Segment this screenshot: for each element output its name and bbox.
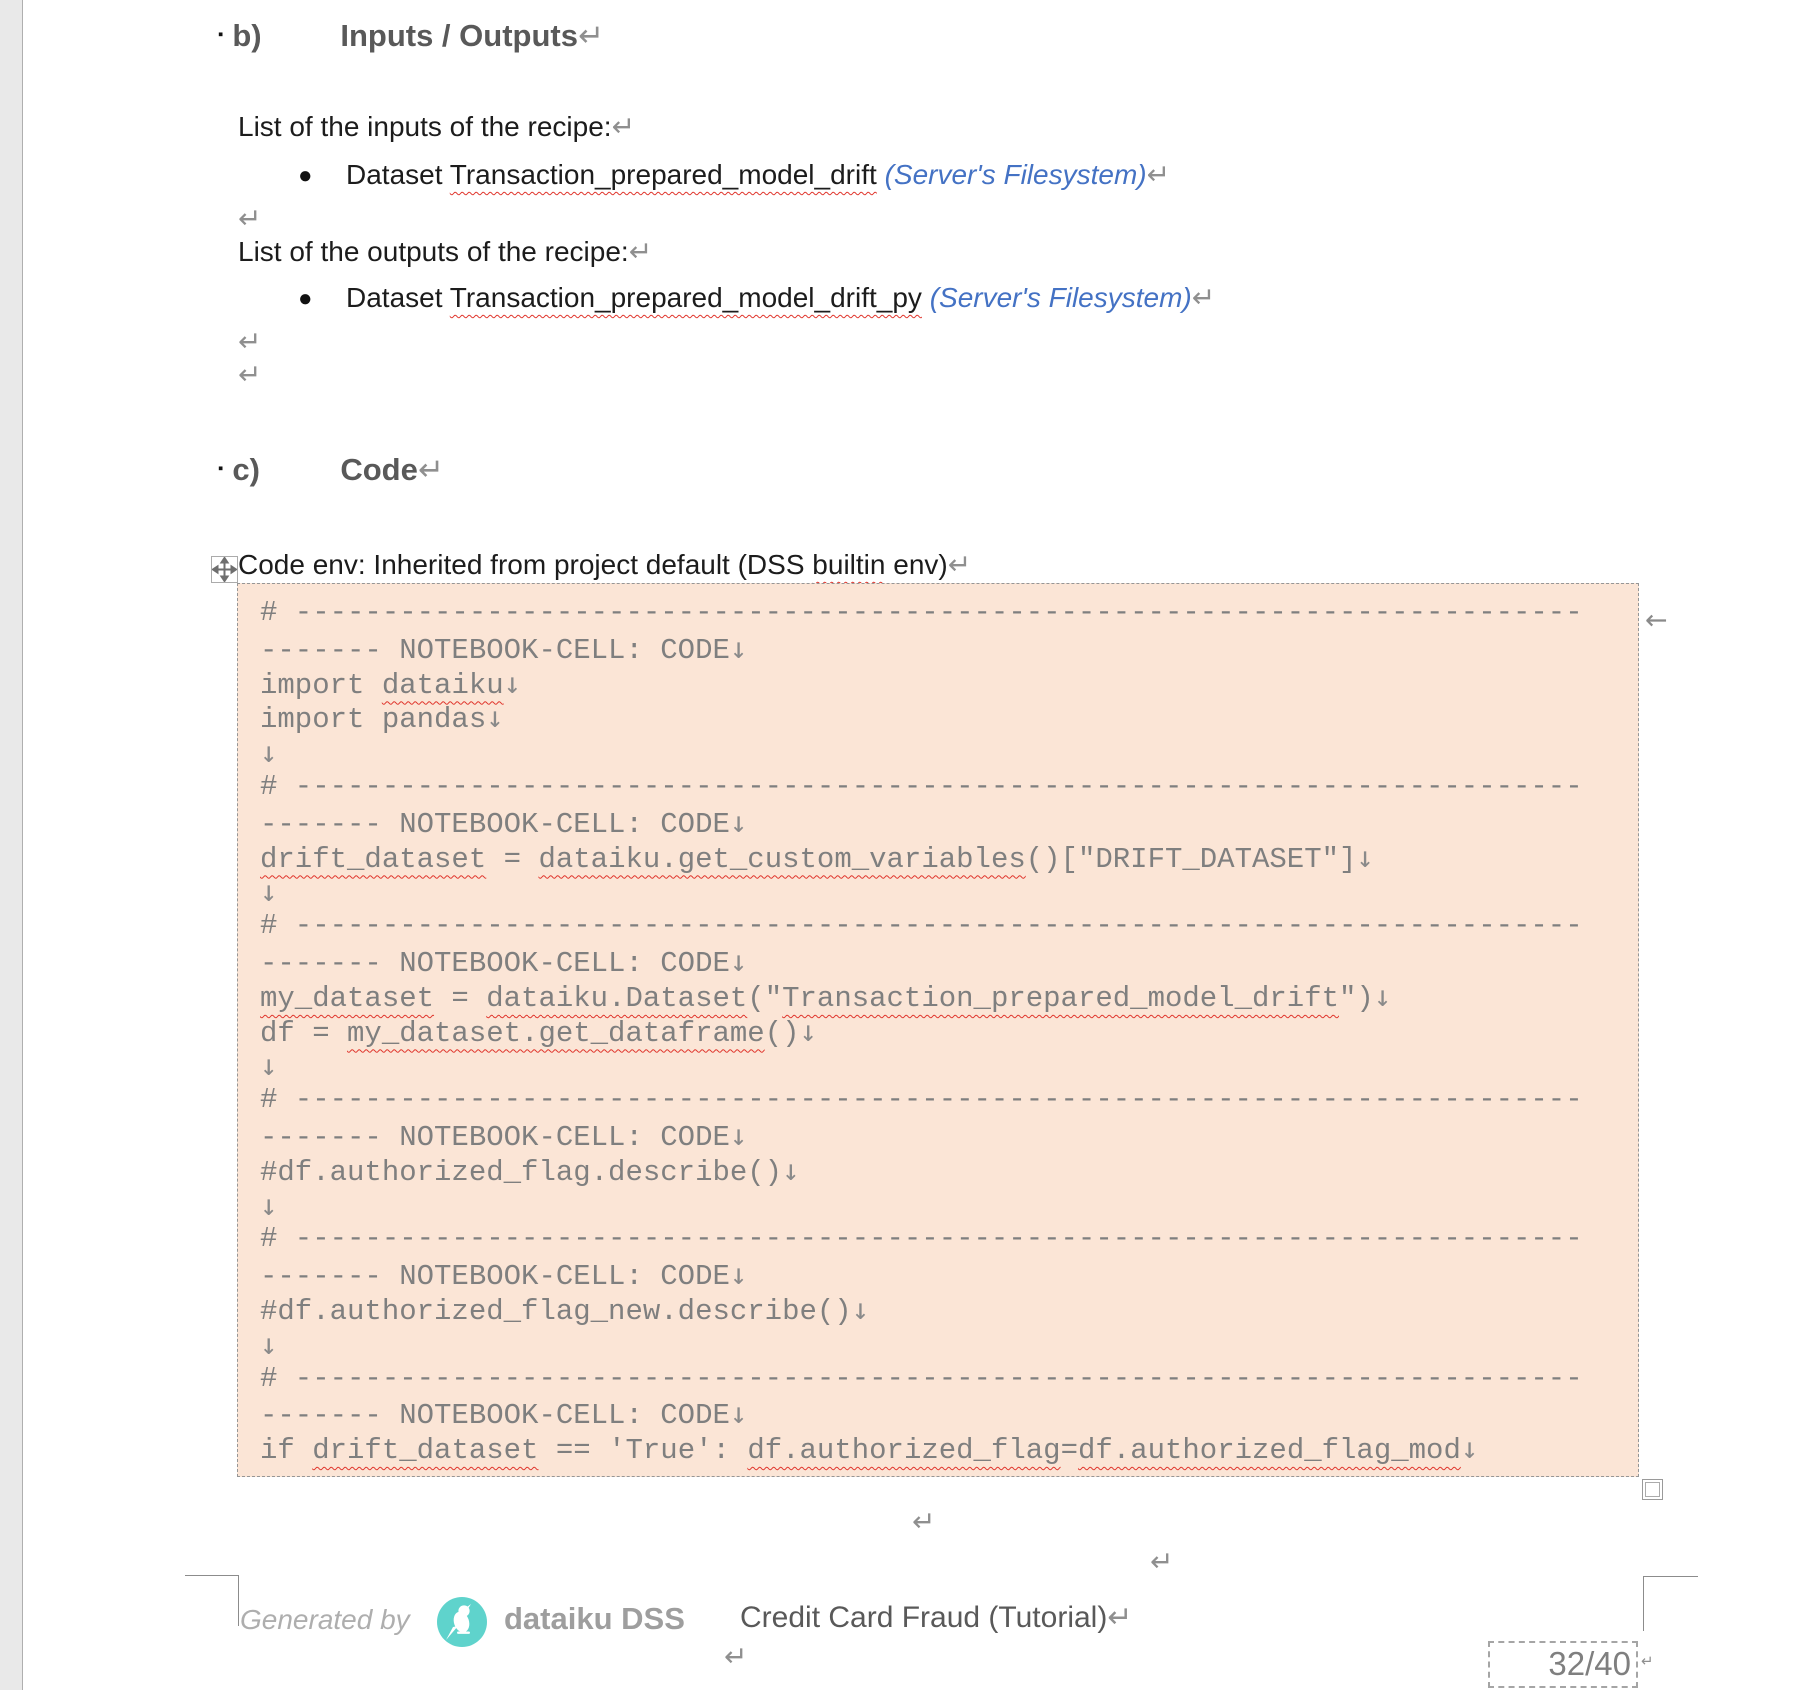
- code-line: # --------------------------------------------------------------------------: [260, 769, 1583, 803]
- code-line: # --------------------------------------------------------------------------: [260, 1083, 1583, 1117]
- code-line: import dataiku↓: [260, 665, 522, 702]
- code-line: ↓: [260, 1187, 278, 1222]
- heading-title: Code: [340, 452, 418, 487]
- page-number-box[interactable]: [1488, 1641, 1638, 1688]
- paragraph-mark: ↵: [1146, 158, 1171, 191]
- inputs-intro: [238, 110, 635, 143]
- paragraph-mark: ↵: [611, 110, 636, 143]
- table-resize-handle[interactable]: [1642, 1479, 1663, 1500]
- paragraph-mark: ↵: [238, 325, 262, 358]
- code-line: # --------------------------------------------------------------------------: [260, 596, 1583, 629]
- heading-inputs-outputs: [218, 18, 604, 54]
- empty-paragraph: [1150, 1545, 1173, 1578]
- empty-paragraph: [238, 358, 261, 391]
- code-line: ↓: [260, 735, 278, 770]
- code-line: #df.authorized_flag.describe()↓: [260, 1152, 800, 1189]
- code-line: ↓: [260, 1048, 278, 1083]
- empty-paragraph: [238, 202, 261, 235]
- inputs-list-item: [298, 158, 1170, 191]
- paragraph-mark: ↵: [628, 235, 653, 268]
- dataiku-logo-icon: [437, 1597, 487, 1647]
- code-line: ------- NOTEBOOK-CELL: CODE↓: [260, 1117, 748, 1154]
- code-line: ------- NOTEBOOK-CELL: CODE↓: [260, 1257, 748, 1294]
- paragraph-mark: ↵: [417, 452, 444, 488]
- list-bullet-icon: ●: [298, 162, 313, 189]
- footer-corner-mark-left: [185, 1575, 239, 1626]
- code-line: # --------------------------------------------------------------------------: [260, 1222, 1583, 1256]
- small-paragraph-mark: [1641, 1652, 1654, 1670]
- table-move-handle[interactable]: [211, 556, 238, 583]
- page-number: 32/40: [1548, 1645, 1631, 1682]
- spacer: [922, 282, 930, 313]
- paragraph-mark: ↵: [1107, 1600, 1133, 1635]
- code-lines: [260, 596, 1638, 1466]
- code-env-suffix: env): [885, 549, 948, 580]
- spacer: [877, 159, 885, 190]
- code-line: import pandas↓: [260, 700, 504, 737]
- list-bullet-icon: ●: [298, 285, 313, 312]
- code-line: if drift_dataset == 'True': df.authorized_flag=df.authorized_flag_mod↓: [260, 1431, 1479, 1468]
- code-line: ------- NOTEBOOK-CELL: CODE↓: [260, 1396, 748, 1433]
- heading-square-icon: ▪: [218, 460, 224, 477]
- paragraph-mark: ↵: [912, 1505, 936, 1538]
- code-line: drift_dataset = dataiku.get_custom_variables()["DRIFT_DATASET"]↓: [260, 839, 1374, 876]
- paragraph-mark: ↵: [1150, 1545, 1174, 1578]
- footer-brand: dataiku DSS: [504, 1601, 685, 1636]
- code-line: ------- NOTEBOOK-CELL: CODE↓: [260, 630, 748, 667]
- left-arrow-mark: ←: [1645, 605, 1668, 636]
- code-line: ------- NOTEBOOK-CELL: CODE↓: [260, 804, 748, 841]
- paragraph-mark: ↵: [1641, 1653, 1654, 1670]
- footer-project-title: [740, 1600, 1132, 1635]
- outputs-list-item: [298, 281, 1215, 314]
- heading-number: b): [232, 18, 262, 53]
- paragraph-mark: ↵: [724, 1640, 748, 1673]
- code-line: ------- NOTEBOOK-CELL: CODE↓: [260, 943, 748, 980]
- dataset-location: (Server's Filesystem): [929, 282, 1192, 313]
- code-line: df = my_dataset.get_dataframe()↓: [260, 1013, 817, 1050]
- dataset-name: Transaction_prepared_model_drift: [449, 159, 877, 190]
- heading-number: c): [232, 452, 260, 487]
- code-env-prefix: Code env: Inherited from project default (DSS: [238, 549, 813, 580]
- code-env-misspelled: builtin: [812, 549, 886, 580]
- paragraph-mark: ↵: [238, 202, 262, 235]
- move-arrows-icon: [212, 557, 237, 582]
- dataset-prefix: Dataset: [346, 282, 450, 313]
- dataset-location: (Server's Filesystem): [884, 159, 1147, 190]
- page-gutter: [0, 0, 23, 1690]
- dataset-name: Transaction_prepared_model_drift_py: [449, 282, 922, 313]
- dataset-prefix: Dataset: [346, 159, 450, 190]
- empty-paragraph: [238, 325, 261, 358]
- heading-square-icon: ▪: [218, 26, 224, 43]
- paragraph-mark: ↵: [238, 358, 262, 391]
- empty-paragraph: [724, 1640, 747, 1673]
- code-line: ↓: [260, 1326, 278, 1361]
- code-line: # --------------------------------------------------------------------------: [260, 1361, 1583, 1395]
- code-table[interactable]: [237, 583, 1639, 1477]
- empty-paragraph: [912, 1505, 935, 1538]
- project-title-text: Credit Card Fraud (Tutorial): [740, 1601, 1108, 1634]
- heading-title: Inputs / Outputs: [340, 18, 578, 53]
- paragraph-mark: ↵: [577, 18, 604, 54]
- end-of-row-mark: [1645, 605, 1668, 636]
- outputs-intro: [238, 235, 652, 268]
- code-line: # --------------------------------------------------------------------------: [260, 909, 1583, 943]
- code-env-line: [238, 548, 971, 581]
- code-line: #df.authorized_flag_new.describe()↓: [260, 1291, 870, 1328]
- inputs-intro-text: List of the inputs of the recipe:: [238, 111, 612, 142]
- heading-code: [218, 452, 444, 488]
- paragraph-mark: ↵: [947, 548, 972, 581]
- code-line: my_dataset = dataiku.Dataset("Transaction_prepared_model_drift")↓: [260, 978, 1392, 1015]
- paragraph-mark: ↵: [1191, 281, 1216, 314]
- code-line: ↓: [260, 874, 278, 909]
- footer-generated-by: Generated by: [240, 1604, 410, 1635]
- outputs-intro-text: List of the outputs of the recipe:: [238, 236, 629, 267]
- footer-corner-mark-right: [1643, 1576, 1698, 1631]
